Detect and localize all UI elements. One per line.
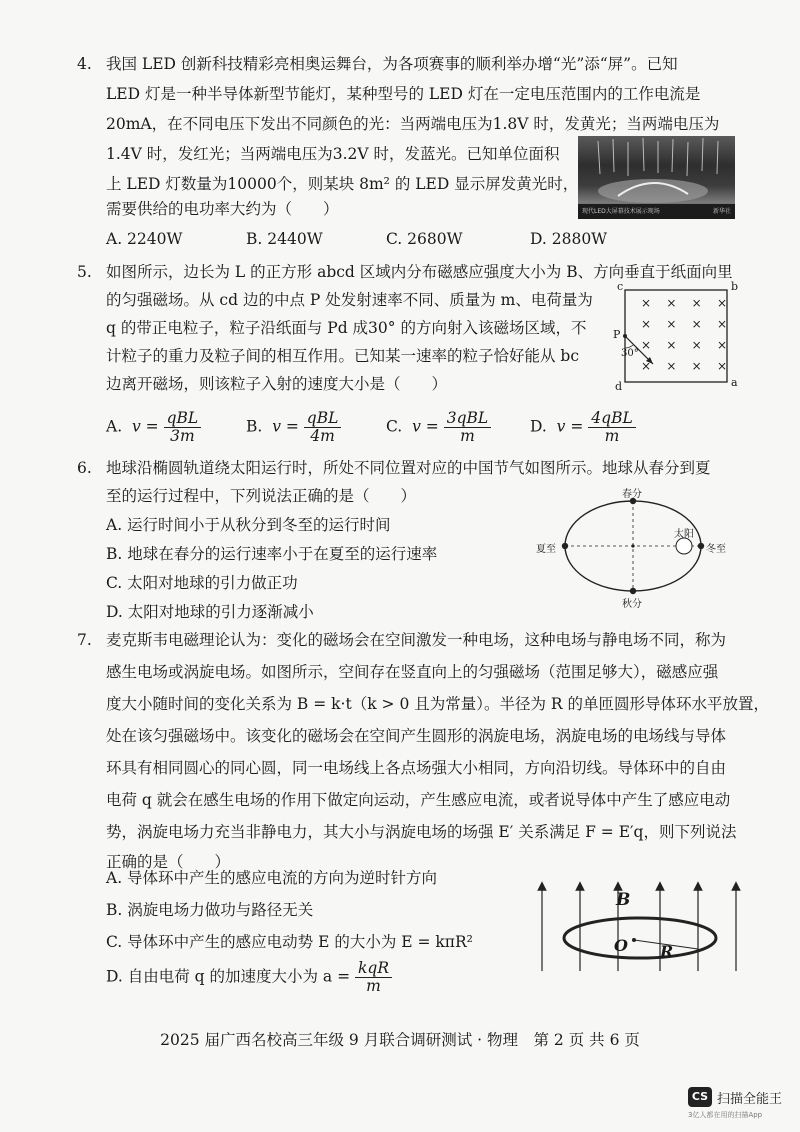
q4-option-c: C. 2680W: [386, 230, 463, 248]
q7-line-3: 度大小随时间的变化关系为 B = k·t（k > 0 且为常量）。半径为 R 的单匝圆形导体环水平放置，: [106, 695, 770, 713]
question-5-number: 5.: [77, 263, 92, 281]
scanner-slogan: 3亿人都在用的扫描App: [688, 1111, 763, 1119]
q4-line-1: 我国 LED 创新科技精彩亮相奥运舞台，为各项赛事的顺利举办增“光”添“屏”。已知: [106, 55, 678, 73]
q6-orbit-figure: [534, 485, 744, 610]
q6-option-c: C. 太阳对地球的引力做正功: [106, 574, 298, 592]
corner-label-c: c: [617, 280, 624, 293]
fraction: [588, 410, 635, 445]
q7-line-2: 感生电场或涡旋电场。如图所示，空间存在竖直向上的匀强磁场（范围足够大），磁感应强: [106, 663, 719, 681]
earth-autumn: [630, 588, 636, 594]
field-cross: ×: [641, 317, 652, 331]
denominator: m: [604, 427, 620, 445]
sun-icon: [676, 538, 692, 554]
q4-line-2: LED 灯是一种半导体新型节能灯，某种型号的 LED 灯在一定电压范围内的工作电流是: [106, 85, 701, 103]
q4-line-4: 1.4V 时，发红光；当两端电压为3.2V 时，发蓝光。已知单位面积: [106, 145, 560, 163]
q7-option-a: A. 导体环中产生的感应电流的方向为逆时针方向: [106, 869, 438, 887]
numerator: qBL: [164, 410, 202, 428]
q6-option-a: A. 运行时间小于从秋分到冬至的运行时间: [106, 516, 391, 534]
scanner-name: 扫描全能王: [717, 1092, 783, 1107]
label-winter-solstice: 冬至: [706, 544, 726, 555]
field-cross: ×: [716, 338, 728, 352]
q4-option-a: A. 2240W: [106, 230, 183, 248]
field-cross: ×: [691, 359, 702, 373]
fraction: [355, 960, 392, 995]
fraction: [164, 410, 202, 445]
q6-option-b: B. 地球在春分的运行速率小于在夏至的运行速率: [106, 545, 438, 563]
q6-line-1: 地球沿椭圆轨道绕太阳运行时，所处不同位置对应的中国节气如图所示。地球从春分到夏: [106, 459, 711, 477]
option-text: D. 自由电荷 q 的加速度大小为 a =: [106, 967, 351, 986]
q7-option-b: B. 涡旋电场力做功与路径无关: [106, 901, 314, 919]
q4-line-3: 20mA，在不同电压下发出不同颜色的光：当两端电压为1.8V 时，发黄光；当两端电压为: [106, 115, 720, 133]
q5-line-3: q 的带正电粒子，粒子沿纸面与 Pd 成30° 的方向射入该磁场区域，不: [106, 319, 587, 337]
label-autumn-equinox: 秋分: [622, 599, 642, 610]
q4-line-5: 上 LED 灯数量为10000个，则某块 8m² 的 LED 显示屏发黄光时，: [106, 175, 579, 193]
label-r: R: [660, 942, 674, 961]
q7-line-7: 势，涡旋电场力充当非静电力，其大小与涡旋电场的场强 E′ 关系满足 F = E′q，则下列说法: [106, 823, 737, 841]
label-summer-solstice: 夏至: [536, 544, 556, 555]
corner-label-a: a: [731, 376, 738, 389]
q5-line-5: 边离开磁场，则该粒子入射的速度大小是（ ）: [106, 375, 448, 393]
scanner-logo: CS: [688, 1087, 712, 1107]
photo-tag: 新华社: [712, 208, 731, 215]
q4-option-b: B. 2440W: [246, 230, 323, 248]
q5-option-b: [246, 410, 341, 445]
corner-label-b: b: [731, 280, 739, 293]
q7-line-1: 麦克斯韦电磁理论认为：变化的磁场会在空间激发一种电场，这种电场与静电场不同，称为: [106, 631, 727, 649]
q6-option-d: D. 太阳对地球的引力逐渐减小: [106, 603, 314, 621]
q7-option-c: C. 导体环中产生的感应电动势 E 的大小为 E = kπR²: [106, 933, 473, 951]
numerator: 3qBL: [444, 410, 491, 428]
numerator: kqR: [355, 960, 392, 978]
option-label: C.: [386, 417, 403, 436]
field-cross: ×: [641, 296, 652, 310]
field-cross: ×: [716, 317, 728, 331]
question-7-number: 7.: [77, 631, 92, 649]
q7-option-d: [106, 960, 392, 995]
earth-winter: [698, 543, 704, 549]
label-b: B: [616, 890, 631, 910]
conducting-ring: [564, 918, 716, 958]
q5-magnetic-field-figure: [605, 282, 745, 394]
stadium-led-photo: [578, 136, 735, 219]
numerator: 4qBL: [588, 410, 635, 428]
point-p: [623, 334, 627, 338]
numerator: qBL: [304, 410, 342, 428]
option-prefix: v =: [272, 417, 299, 436]
field-cross: ×: [666, 296, 677, 310]
angle-label: 30°: [621, 348, 639, 359]
q7-line-4: 处在该匀强磁场中。该变化的磁场会在空间产生圆形的涡旋电场，涡旋电场的电场线与导体: [106, 727, 727, 745]
field-cross: ×: [716, 359, 728, 373]
fraction: [304, 410, 342, 445]
q7-ring-field-figure: [530, 876, 750, 976]
point-label-p: P: [613, 328, 621, 341]
q7-line-6: 电荷 q 就会在感生电场的作用下做定向运动，产生感应电流，或者说导体中产生了感应电动: [106, 791, 731, 809]
field-cross: ×: [666, 338, 677, 352]
q4-option-d: D. 2880W: [530, 230, 608, 248]
field-cross: ×: [641, 338, 652, 352]
label-spring-equinox: 春分: [622, 489, 642, 500]
earth-summer: [562, 543, 568, 549]
q5-option-c: [386, 410, 491, 445]
field-cross: ×: [691, 338, 702, 352]
q5-option-d: [530, 410, 636, 445]
ring-diagram: [530, 876, 750, 976]
q5-line-1: 如图所示，边长为 L 的正方形 abcd 区域内分布磁感应强度大小为 B、方向垂直于纸面向里: [106, 263, 733, 281]
q5-option-a: [106, 410, 201, 445]
option-label: D.: [530, 417, 547, 436]
field-cross: ×: [691, 317, 702, 331]
center-point: [631, 544, 634, 547]
label-sun: 太阳: [674, 529, 694, 540]
option-label: B.: [246, 417, 263, 436]
denominator: 4m: [310, 427, 335, 445]
label-o: O: [614, 936, 628, 955]
option-prefix: v =: [412, 417, 439, 436]
q5-line-4: 计粒子的重力及粒子间的相互作用。已知某一速率的粒子恰好能从 bc: [106, 347, 580, 365]
fraction: [444, 410, 491, 445]
option-label: A.: [106, 417, 123, 436]
denominator: m: [366, 977, 381, 995]
option-prefix: v =: [131, 417, 159, 436]
field-cross: ×: [691, 296, 702, 310]
q7-line-8: 正确的是（ ）: [106, 853, 231, 871]
q7-line-5: 环具有相同圆心的同心圆，同一电场线上各点场强大小相同，方向沿切线。导体环中的自由: [106, 759, 727, 777]
field-cross: ×: [666, 317, 677, 331]
photo-caption: 现代LED大屏幕技术展示现场: [582, 208, 660, 215]
field-cross: ×: [641, 359, 652, 373]
field-cross-grid: [641, 293, 727, 377]
denominator: 3m: [170, 427, 195, 445]
corner-label-d: d: [615, 380, 623, 393]
field-cross: ×: [716, 296, 728, 310]
option-prefix: v =: [556, 417, 584, 436]
q5-line-2: 的匀强磁场。从 cd 边的中点 P 处发射速率不同、质量为 m、电荷量为: [106, 291, 593, 309]
q4-line-6: 需要供给的电功率大约为（ ）: [106, 200, 339, 218]
denominator: m: [460, 427, 475, 445]
page-footer: 2025 届广西名校高三年级 9 月联合调研测试 · 物理 第 2 页 共 6 页: [160, 1031, 640, 1049]
question-6-number: 6.: [77, 459, 92, 477]
question-4-number: 4.: [77, 55, 92, 73]
field-cross: ×: [666, 359, 677, 373]
q6-line-2: 至的运行过程中，下列说法正确的是（ ）: [106, 487, 417, 505]
